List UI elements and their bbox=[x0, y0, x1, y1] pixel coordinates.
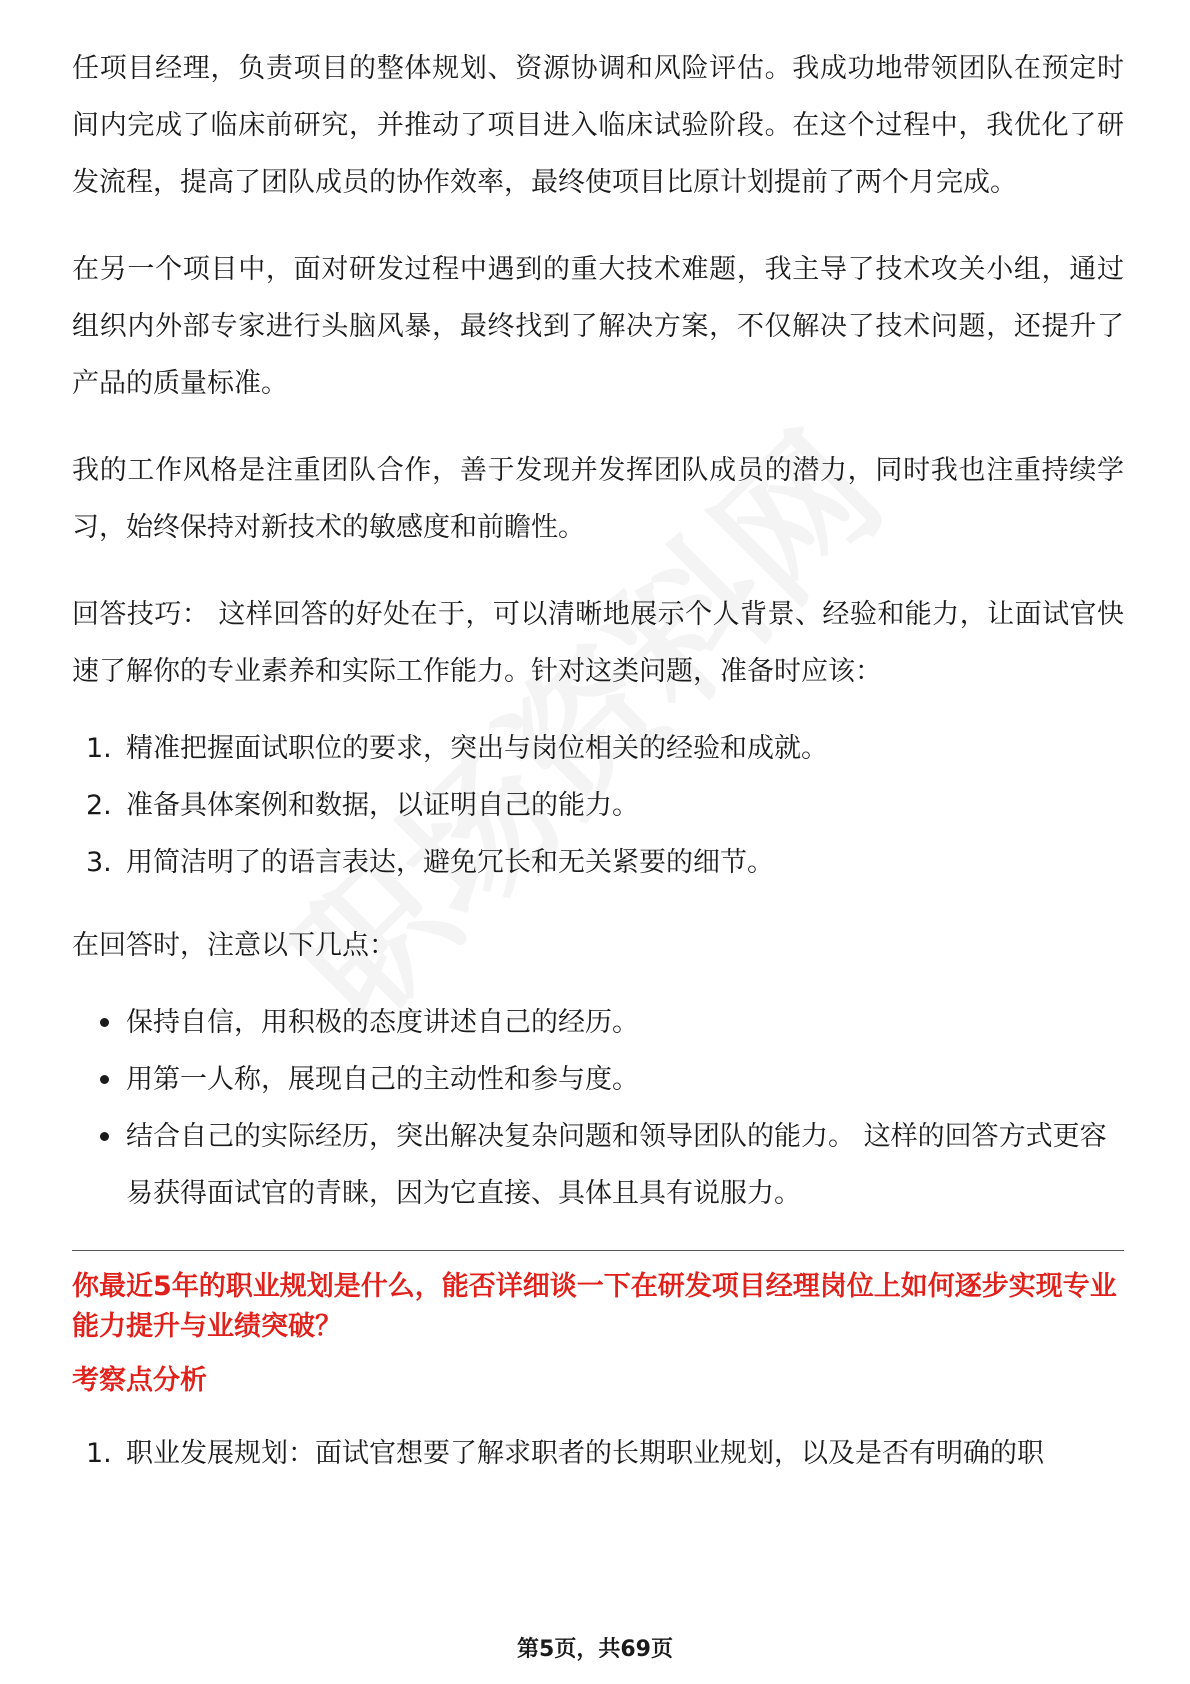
bullet-item bbox=[72, 1051, 1124, 1108]
bullet-item-text: 保持自信，用积极的态度讲述自己的经历。 bbox=[126, 1007, 639, 1038]
bullet-icon bbox=[100, 1018, 109, 1027]
list-item bbox=[72, 834, 1124, 891]
bullet-icon bbox=[100, 1132, 109, 1141]
list-item bbox=[72, 777, 1124, 834]
bullet-icon bbox=[100, 1075, 109, 1084]
section-divider bbox=[72, 1250, 1124, 1251]
list-number: 1. bbox=[86, 733, 112, 764]
paragraph-work-style: 我的工作风格是注重团队合作，善于发现并发挥团队成员的潜力，同时我也注重持续学习，始终保持对新技术的敏感度和前瞻性。 bbox=[72, 455, 1124, 543]
page-content bbox=[72, 40, 1124, 1508]
paragraph-answer-tips: 回答技巧： 这样回答的好处在于，可以清晰地展示个人背景、经验和能力，让面试官快速了解你的专业素养和实际工作能力。针对这类问题，准备时应该： bbox=[72, 599, 1124, 687]
notes-list bbox=[72, 994, 1124, 1222]
list-item-text: 职业发展规划：面试官想要了解求职者的长期职业规划，以及是否有明确的职 bbox=[126, 1438, 1044, 1469]
list-number: 2. bbox=[86, 790, 112, 821]
page-number-footer: 第5页，共69页 bbox=[517, 1637, 673, 1662]
list-item bbox=[72, 720, 1124, 777]
list-item-text: 精准把握面试职位的要求，突出与岗位相关的经验和成就。 bbox=[126, 733, 828, 764]
list-number: 1. bbox=[86, 1438, 112, 1469]
notes-intro: 在回答时，注意以下几点： bbox=[72, 930, 396, 961]
list-item bbox=[72, 1425, 1124, 1482]
bullet-item bbox=[72, 994, 1124, 1051]
bullet-item-text: 用第一人称，展现自己的主动性和参与度。 bbox=[126, 1064, 639, 1095]
tips-list bbox=[72, 720, 1124, 891]
list-number: 3. bbox=[86, 847, 112, 878]
bullet-item-text: 结合自己的实际经历，突出解决复杂问题和领导团队的能力。 这样的回答方式更容易获得面试官的青睐，因为它直接、具体且具有说服力。 bbox=[126, 1121, 1107, 1209]
paragraph-project-manager: 任项目经理，负责项目的整体规划、资源协调和风险评估。我成功地带领团队在预定时间内完成了临床前研究，并推动了项目进入临床试验阶段。在这个过程中，我优化了研发流程，提高了团队成员的协作效率，最终使项目比原计划提前了两个月完成。 bbox=[72, 53, 1124, 198]
list-item-text: 准备具体案例和数据，以证明自己的能力。 bbox=[126, 790, 639, 821]
analysis-list bbox=[72, 1425, 1124, 1482]
paragraph-tech-challenge: 在另一个项目中，面对研发过程中遇到的重大技术难题，我主导了技术攻关小组，通过组织内外部专家进行头脑风暴，最终找到了解决方案，不仅解决了技术问题，还提升了产品的质量标准。 bbox=[72, 254, 1124, 399]
analysis-heading: 考察点分析 bbox=[72, 1365, 207, 1396]
next-question-heading: 你最近5年的职业规划是什么，能否详细谈一下在研发项目经理岗位上如何逐步实现专业能力提升与业绩突破？ bbox=[72, 1271, 1117, 1342]
list-item-text: 用简洁明了的语言表达，避免冗长和无关紧要的细节。 bbox=[126, 847, 774, 878]
bullet-item bbox=[72, 1108, 1124, 1222]
